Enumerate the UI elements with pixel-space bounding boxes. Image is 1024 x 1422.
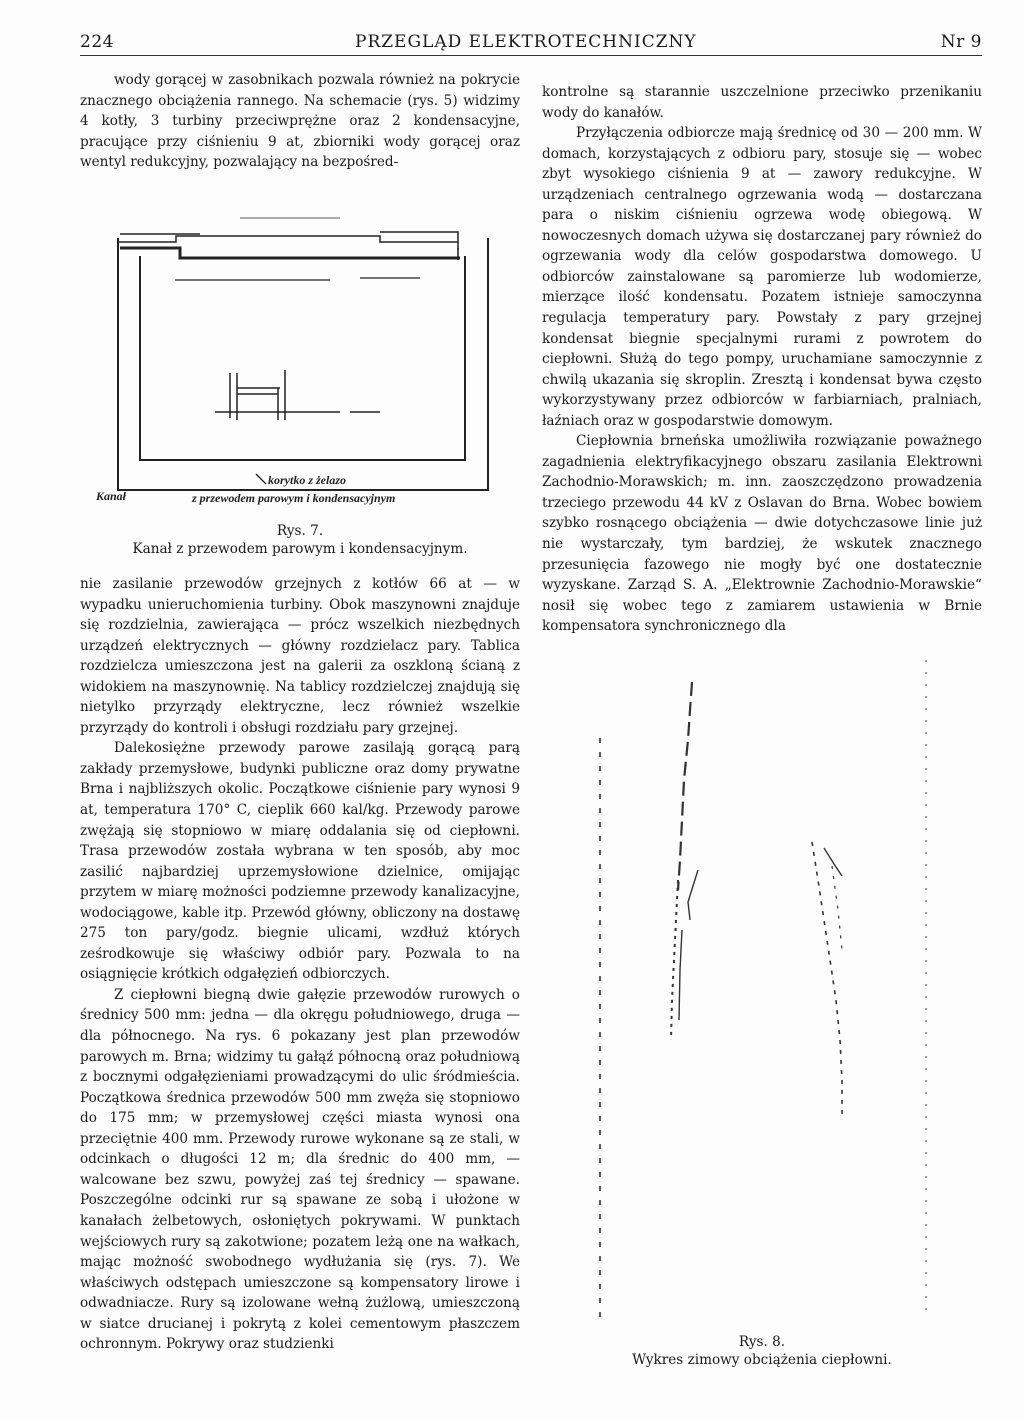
figure-8-caption-text: Wykres zimowy obciążenia ciepłowni. [632, 1352, 892, 1368]
header-rule [80, 55, 982, 56]
page-number: 224 [80, 32, 114, 52]
paragraph: kontrolne są starannie uszczelnione przeciwko przenikaniu wody do kanałów. [542, 84, 982, 121]
figure-8-caption [542, 1333, 982, 1369]
page-header [80, 32, 982, 58]
load-curve-4 [688, 870, 698, 920]
load-curve-6 [824, 848, 842, 876]
load-curve-7 [832, 866, 842, 950]
right-column-text [542, 82, 982, 637]
paragraph: wody gorącej w zasobnikach pozwala również na pokrycie znacznego obciążenia rannego. Na schemacie (rys. 5) widzimy 4 kotły, 3 turbiny przeciwprężne oraz 2 kondensacyjne, pracujące przy ciśnieniu 9 at, zbiorniki wody gorącej oraz wentyl redukcyjny, pozwalający na bezpośred- [80, 72, 520, 171]
figure-7-caption-number: Rys. 7. [276, 523, 324, 539]
left-column-bottom-text [80, 574, 520, 1355]
figure-7-label-kanal: Kanał [96, 489, 127, 503]
load-curve-5 [812, 842, 842, 1120]
issue-number: Nr 9 [940, 32, 982, 52]
figure-8-caption-number: Rys. 8. [738, 1334, 786, 1350]
figure-7-label-lower: z przewodem parowym i kondensacyjnym [192, 491, 396, 505]
inner-wall [140, 256, 465, 460]
paragraph: nie zasilanie przewodów grzejnych z kotłów 66 at — w wypadku unieruchomienia turbiny. Obok maszynowni znajduje się rozdzielnia, zawierająca — prócz wszelkich niezbędnych urządzeń elektrycznych — główny rozdzielacz pary. Tablica rozdzielcza umieszczona jest na galerii za oszkloną ścianą z widokiem na maszynownię. Na tablicy rozdzielczej znajdują się nietylko przyrządy elektryczne, lecz również wszelkie przyrządy do kontroli i obsługi rozdziału pary grzejnej. [80, 576, 520, 736]
load-curve-1 [678, 682, 692, 890]
channel-outline [118, 238, 488, 490]
paragraph: Z ciepłowni biegną dwie gałęzie przewodów rurowych o średnicy 500 mm: jedna — dla okręgu południowego, druga — dla północnego. Na rys. 6 pokazany jest plan przewodów parowych m. Brna; widzimy tu gałąź północną oraz południową z bocznymi odgałęzieniami prowadzącymi do ulic śródmieścia. Początkowa średnica przewodów 500 mm zwęża się stopniowo do 175 mm; w przemysłowej części miasta wynosi ona przeciętnie 400 mm. Przewody rurowe wykonane są ze stali, w odcinkach o długości 12 m; dla średnic do 400 mm, — walcowane bez szwu, powyżej zaś tej średnicy — spawane. Poszczególne odcinki rur są spawane ze sobą i ułożone w kanałach żelbetowych, osłoniętych pokrywami. W punktach wejściowych rury są zakotwione; pozatem leżą one na wałkach, mając możność swobodnego wydłużania się (rys. 7). We właściwych odstępach umieszczone są kompensatory lirowe i odwadniacze. Rury są izolowane wełną żużlową, umieszczoną w siatce drucianej i pokrytą z kolei cementowym płaszczem ochronnym. Pokrywy oraz studzienki [80, 986, 520, 1353]
figure-7-caption-text: Kanał z przewodem parowym i kondensacyjnym. [132, 541, 468, 557]
figure-7-channel-drawing [80, 198, 520, 518]
left-column-top-text [80, 70, 520, 173]
load-curve-3 [679, 930, 682, 1020]
figure-7-caption [80, 522, 520, 558]
journal-title: PRZEGLĄD ELEKTROTECHNICZNY [355, 32, 697, 52]
load-curve-2 [671, 880, 678, 1040]
figure-7-label-upper: korytko z żelazo [268, 473, 346, 487]
paragraph: Dalekosiężne przewody parowe zasilają gorącą parą zakłady przemysłowe, budynki publiczne oraz domy prywatne Brna i najbliższych okolic. Początkowe ciśnienie pary wynosi 9 at, temperatura 170° C, cieplik 660 kal/kg. Przewody parowe zwężają się stopniowo w miarę oddalania się od ciepłowni. Trasa przewodów została wybrana w ten sposób, aby moc zasilić najbardziej uprzemysłowione dzielnice, omijając przytem w miarę możności podziemne przewody kanalizacyjne, wodociągowe, kable itp. Przewód główny, obliczony na dostawę 275 ton pary/godz. biegnie ulicami, wzdłuż których ześrodkowuje się właściwy odbiór pary. Pozwala to na osiągnięcie krótkich odgałęzień odbiorczych. [80, 740, 520, 983]
figure-8-load-chart [542, 620, 982, 1330]
paragraph: Przyłączenia odbiorcze mają średnicę od 30 — 200 mm. W domach, korzystających z odbioru pary, stosuje się — wobec zbyt wysokiego ciśnienia 9 at — zawory redukcyjne. W urządzeniach centralnego ogrzewania wodą — dostarczana para o niskim ciśnieniu ogrzewa wodę obiegową. W nowoczesnych domach używa się dostarczanej pary również do ogrzewania wody dla celów gospodarstwa domowego. U odbiorców zainstalowane są paromierze lub wodomierze, mierzące ilość kondensatu. Pozatem istnieje samoczynna regulacja temperatury pary. Powstały z pary grzejnej kondensat biegnie specjalnymi rurami z powrotem do ciepłowni. Służą do tego pompy, uruchamiane samoczynnie z chwilą ukazania się skroplin. Zresztą i kondensat bywa często wykorzystywany przez odbiorców w farbiarniach, pralniach, łaźniach oraz w gospodarstwie domowym. [542, 125, 982, 429]
paragraph: Ciepłownia brneńska umożliwiła rozwiązanie poważnego zagadnienia elektryfikacyjnego obszaru zasilania Elektrowni Zachodnio-Morawskich; m. inn. zaoszczędzono prowadzenia trzeciego przewodu 44 kV z Oslavan do Brna. Wobec bowiem szybko rosnącego obciążenia — dwie dotychczasowe linie już nie wystarczały, tym bardziej, że wskutek znacznego przesunięcia fazowego nie mogły być one dostatecznie wyzyskane. Zarząd S. A. „Elektrownie Zachodnio-Morawskie“ nosił się wobec tego z zamiarem ustawienia w Brnie kompensatora synchronicznego dla [542, 433, 982, 635]
